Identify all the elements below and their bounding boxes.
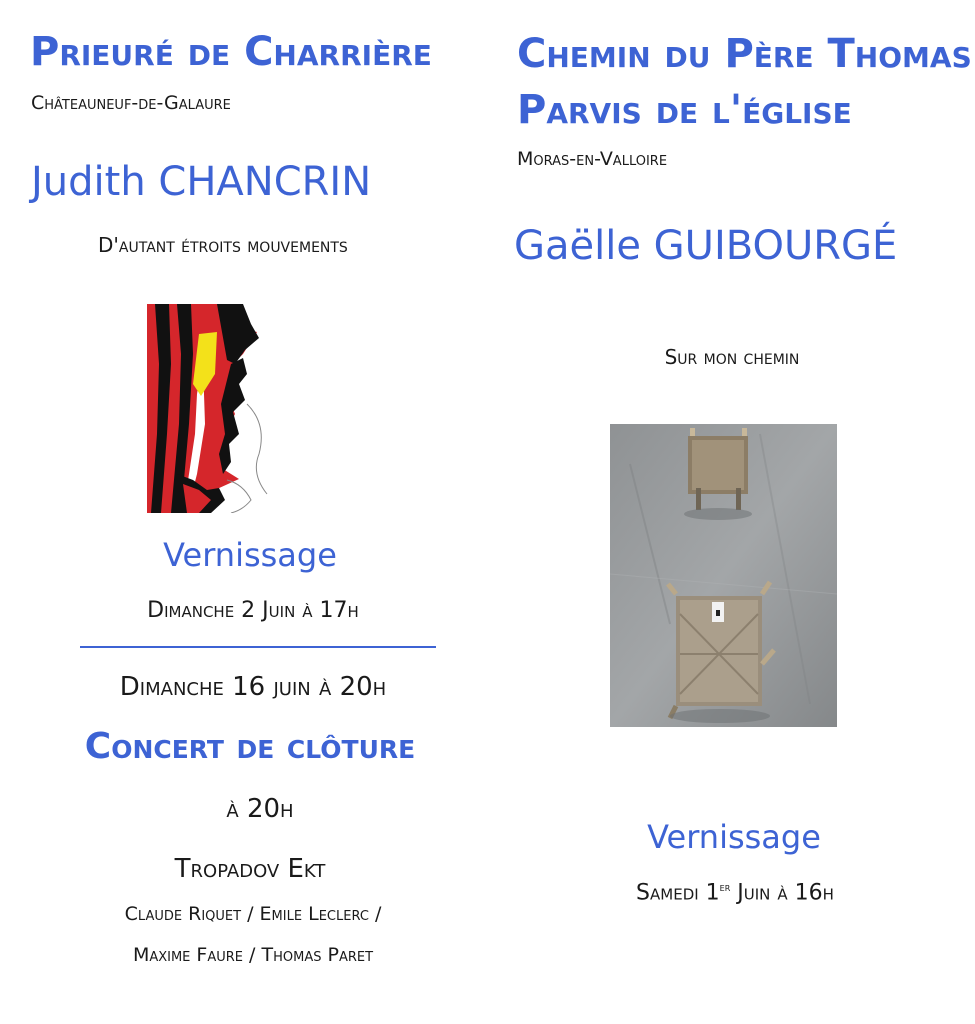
right-venue-title-line1: Chemin du Père Thomas xyxy=(517,31,972,77)
section-divider xyxy=(80,646,436,648)
band-name: Tropadov Ekt xyxy=(174,854,326,884)
concert-date: Dimanche 16 juin à 20h xyxy=(119,672,387,702)
right-vernissage-label: Vernissage xyxy=(647,818,821,856)
left-artist-name: Judith CHANCRIN xyxy=(31,159,372,205)
artwork-abstract-painting xyxy=(147,304,280,513)
left-vernissage-label: Vernissage xyxy=(163,536,337,574)
right-artist-name: Gaëlle GUIBOURGÉ xyxy=(514,223,898,269)
right-work-title: Sur mon chemin xyxy=(664,345,800,369)
right-vernissage-date-prefix: Samedi 1 xyxy=(636,880,720,906)
left-vernissage-date: Dimanche 2 Juin à 17h xyxy=(147,598,359,623)
left-venue-title: Prieuré de Charrière xyxy=(30,29,432,75)
right-vernissage-date xyxy=(580,880,890,905)
right-vernissage-date-sup: er xyxy=(719,880,731,894)
left-work-title: D'autant étroits mouvements xyxy=(98,233,348,257)
concert-time: à 20h xyxy=(226,794,294,824)
right-vernissage-date-suffix: Juin à 16h xyxy=(730,880,834,906)
right-venue-title-line2: Parvis de l'église xyxy=(517,87,852,133)
artwork-chairs-photo xyxy=(610,424,837,727)
band-members-line1: Claude Riquet / Emile Leclerc / xyxy=(124,903,382,925)
concert-title: Concert de clôture xyxy=(84,726,416,767)
left-town: Châteauneuf-de-Galaure xyxy=(31,92,231,114)
band-members-line2: Maxime Faure / Thomas Paret xyxy=(132,944,374,966)
right-town: Moras-en-Valloire xyxy=(517,148,668,170)
